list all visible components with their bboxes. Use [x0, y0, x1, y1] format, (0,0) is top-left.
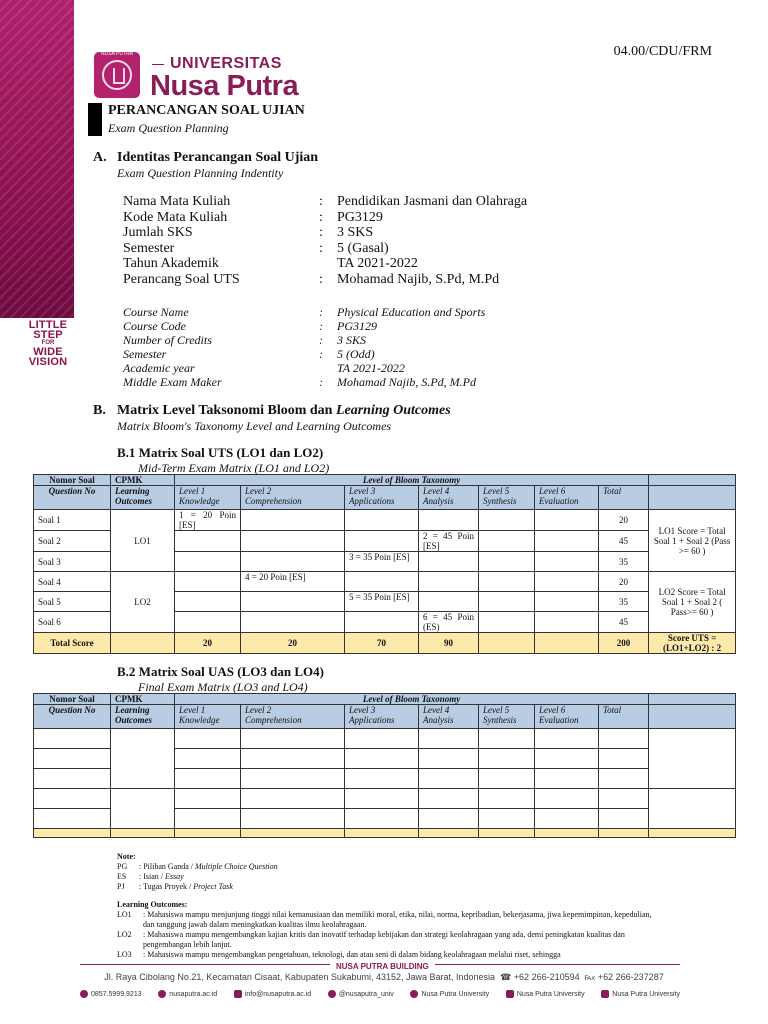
sidebar-pattern — [0, 0, 74, 318]
address-text: Jl. Raya Cibolang No.21, Kecamatan Cisaat, Kabupaten Sukabumi, 43152, Jawa Barat, Indonesia — [104, 972, 496, 982]
lo-heading: Learning Outcomes: — [117, 900, 188, 909]
seal-label: NUSA PUTRA — [101, 51, 133, 57]
total-l2: 20 — [241, 633, 345, 654]
section-a-heading — [93, 150, 318, 166]
identity-value: PG3129 — [337, 210, 383, 225]
identity-label: Semester — [123, 241, 175, 256]
cell-l2 — [241, 531, 345, 552]
total-total: 200 — [599, 633, 649, 654]
table-row — [34, 572, 736, 592]
cell-total: 45 — [599, 612, 649, 633]
cell-l6 — [535, 612, 599, 633]
cell-l3 — [345, 531, 419, 552]
cell-l6 — [535, 552, 599, 572]
cell-lo2: LO2 — [111, 572, 175, 633]
note-text-en: Multiple Choice Question — [195, 862, 278, 871]
level-desc: Comprehension — [245, 496, 302, 506]
section-b-heading — [93, 403, 451, 419]
uts-matrix-table — [33, 474, 736, 654]
social-website[interactable] — [158, 990, 217, 998]
header-level-1 — [175, 486, 241, 510]
level-desc: Applications — [349, 496, 395, 506]
identity-value: 3 SKS — [337, 333, 367, 347]
cell-soal: Soal 4 — [34, 572, 111, 592]
level-name: Level 2 — [245, 705, 272, 715]
total-row — [34, 829, 736, 838]
level-name: Level 3 — [349, 486, 376, 496]
note-key: PG — [117, 862, 128, 871]
header-level-6 — [535, 705, 599, 729]
header-cpmk-en-2: Outcomes — [115, 496, 152, 506]
note-value — [139, 882, 233, 892]
social-linkedin[interactable] — [601, 990, 680, 998]
identity-label: Number of Credits — [123, 333, 212, 347]
logo-university-text: UNIVERSITAS — [170, 55, 282, 72]
cell-l5 — [479, 612, 535, 633]
lo-key: LO1 — [117, 910, 132, 919]
lo-key: LO3 — [117, 950, 132, 959]
cell-l4 — [419, 592, 479, 612]
header-level-5 — [479, 486, 535, 510]
cell-l4 — [419, 572, 479, 592]
identity-colon: : — [319, 210, 323, 225]
header-cpmk-en — [111, 486, 175, 510]
social-text: info@nusaputra.ac.id — [244, 990, 312, 998]
header-cpmk: CPMK — [111, 475, 175, 486]
fax-icon: ℻ — [584, 972, 596, 982]
identity-label: Semester — [123, 347, 167, 361]
cell-l3 — [345, 612, 419, 633]
table-row — [34, 510, 736, 531]
identity-value: TA 2021-2022 — [337, 361, 405, 375]
level-desc: Knowledge — [179, 496, 220, 506]
identity-label: Middle Exam Maker — [123, 375, 222, 389]
phone-1: +62 266-210594 — [513, 972, 580, 982]
cell-l3: 3 = 35 Poin [ES] — [345, 552, 419, 572]
cell-l6 — [535, 531, 599, 552]
cell-l4 — [419, 552, 479, 572]
level-name: Level 4 — [423, 705, 450, 715]
cell-lo1: LO1 — [111, 510, 175, 572]
social-text: Nusa Putra University — [516, 990, 585, 998]
cell-l3: 5 = 35 Poin [ES] — [345, 592, 419, 612]
instagram-icon — [328, 990, 336, 998]
note-item — [117, 862, 657, 872]
cell-soal: Soal 3 — [34, 552, 111, 572]
section-a-number: A. — [93, 150, 107, 165]
cell-l5 — [479, 531, 535, 552]
lo-text: : Mahasiswa mampu mengembangkan pengetahuan, teknologi, dan atau seni di dalam bidang keolahragaan melalui riset, sehingga — [143, 950, 561, 959]
social-whatsapp[interactable] — [80, 990, 142, 998]
note-key: ES — [117, 872, 127, 881]
header-level-3 — [345, 486, 419, 510]
identity-colon: : — [319, 272, 323, 287]
header-level-4 — [419, 705, 479, 729]
header-nomor-en: Question No — [34, 486, 111, 510]
logo-name: Nusa Putra — [150, 70, 299, 102]
identity-value: TA 2021-2022 — [337, 256, 418, 271]
header-level-3 — [345, 705, 419, 729]
youtube-icon — [506, 990, 514, 998]
level-desc: Evaluation — [539, 496, 579, 506]
header-cpmk-en — [111, 705, 175, 729]
motto-word: STEP — [33, 329, 63, 341]
identity-colon: : — [319, 333, 323, 347]
cell-l3 — [345, 510, 419, 531]
note-text: : Pilihan Ganda / — [139, 862, 195, 871]
header-level-4 — [419, 486, 479, 510]
sidebar-banner — [0, 0, 74, 318]
motto-word: VISION — [28, 356, 68, 368]
note-item — [117, 872, 657, 882]
motto-word: WIDE — [33, 346, 63, 358]
b1-subtitle: Mid-Term Exam Matrix (LO1 and LO2) — [138, 461, 330, 475]
header-level-2 — [241, 486, 345, 510]
identity-label: Jumlah SKS — [123, 225, 193, 240]
cell-total: 35 — [599, 592, 649, 612]
level-name: Level 4 — [423, 486, 450, 496]
learning-outcome — [117, 950, 657, 960]
cell-l2 — [241, 612, 345, 633]
section-b-title: Matrix Level Taksonomi Bloom dan — [117, 403, 333, 418]
social-text: @nusaputra_univ — [338, 990, 394, 998]
identity-colon: : — [319, 305, 323, 319]
cell-l1: 1 = 20 Poin [ES] — [175, 510, 241, 531]
total-l5 — [479, 633, 535, 654]
level-name: Level 1 — [179, 705, 206, 715]
cell-l5 — [479, 592, 535, 612]
note-text-en: Project Task — [193, 882, 233, 891]
motto-word: LITTLE — [28, 319, 68, 331]
section-b-number: B. — [93, 403, 106, 418]
identity-value: Pendidikan Jasmani dan Olahraga — [337, 194, 528, 209]
total-l1: 20 — [175, 633, 241, 654]
footer-building: NUSA PUTRA BUILDING — [330, 962, 435, 971]
cell-l6 — [535, 592, 599, 612]
header-cpmk: CPMK — [111, 694, 175, 705]
cell-soal: Soal 2 — [34, 531, 111, 552]
identity-label: Perancang Soal UTS — [123, 272, 240, 287]
learning-outcome — [117, 930, 657, 950]
social-youtube[interactable] — [506, 990, 585, 998]
table-row — [34, 789, 736, 809]
level-name: Level 6 — [539, 705, 566, 715]
identity-colon: : — [319, 347, 323, 361]
total-l6 — [535, 633, 599, 654]
identity-value: PG3129 — [337, 319, 377, 333]
header-level-5 — [479, 705, 535, 729]
header-total: Total — [599, 705, 649, 729]
level-name: Level 6 — [539, 486, 566, 496]
header-empty — [649, 694, 736, 705]
level-desc: Comprehension — [245, 715, 302, 725]
lo-text: : Mahasiswa mampu mengembangkan kajian kritis dan inovatif terhadap kebijakan dan strategi keolahragaan yang ada, demi peningkatan kualitas dan pengembangan lebih lanjut. — [143, 930, 625, 949]
facebook-icon — [410, 990, 418, 998]
footer-address — [74, 972, 694, 983]
level-name: Level 1 — [179, 486, 206, 496]
identity-label: Course Code — [123, 319, 186, 333]
header-cpmk-en-1: Learning — [115, 705, 150, 715]
cell-l2 — [241, 510, 345, 531]
university-seal-icon — [94, 52, 140, 98]
email-icon — [234, 990, 242, 998]
cell-l4: 2 = 45 Poin [ES] — [419, 531, 479, 552]
section-b-title-italic: Learning Outcomes — [335, 403, 451, 418]
total-cpmk — [111, 633, 175, 654]
header-bloom: Level of Bloom Taxonomy — [175, 694, 649, 705]
identity-value: Mohamad Najib, S.Pd, M.Pd — [337, 272, 500, 287]
identity-colon: : — [319, 241, 323, 256]
footer-social — [80, 990, 680, 998]
note-text: : Tugas Proyek / — [139, 882, 194, 891]
cell-lo1-score: LO1 Score = Total Soal 1 + Soal 2 (Pass >= 60 ) — [649, 510, 736, 572]
level-desc: Analysis — [423, 496, 454, 506]
cell-l5 — [479, 510, 535, 531]
total-l4: 90 — [419, 633, 479, 654]
title-marker — [88, 103, 102, 136]
cell-total: 35 — [599, 552, 649, 572]
cell-l1 — [175, 592, 241, 612]
cell-l5 — [479, 552, 535, 572]
header-empty — [649, 705, 736, 729]
lo-key: LO2 — [117, 930, 132, 939]
identity-colon: : — [319, 225, 323, 240]
header-cpmk-en-2: Outcomes — [115, 715, 152, 725]
note-text: : Isian / — [139, 872, 165, 881]
header-bloom: Level of Bloom Taxonomy — [175, 475, 649, 486]
table-row — [34, 729, 736, 749]
cell-l6 — [535, 510, 599, 531]
level-name: Level 5 — [483, 705, 510, 715]
header-empty — [649, 475, 736, 486]
identity-label: Academic year — [123, 361, 195, 375]
cell-l1 — [175, 531, 241, 552]
b1-title: B.1 Matrix Soal UTS (LO1 dan LO2) — [117, 445, 324, 460]
cell-l2 — [241, 592, 345, 612]
phone-icon: ☎ — [500, 972, 512, 982]
identity-label: Course Name — [123, 305, 189, 319]
social-facebook[interactable] — [410, 990, 489, 998]
cell-l5 — [479, 572, 535, 592]
level-name: Level 5 — [483, 486, 510, 496]
total-row — [34, 633, 736, 654]
social-text: Nusa Putra University — [421, 990, 490, 998]
note-key: PJ — [117, 882, 125, 891]
identity-colon: : — [319, 375, 323, 389]
cell-soal: Soal 1 — [34, 510, 111, 531]
b2-title: B.2 Matrix Soal UAS (LO3 dan LO4) — [117, 664, 324, 679]
uas-matrix-table — [33, 693, 736, 838]
identity-value: Physical Education and Sports — [337, 305, 486, 319]
identity-value: Mohamad Najib, S.Pd, M.Pd — [337, 375, 476, 389]
cell-l2: 4 = 20 Poin [ES] — [241, 572, 345, 592]
identity-label: Kode Mata Kuliah — [123, 210, 228, 225]
section-b-subtitle: Matrix Bloom's Taxonomy Level and Learning Outcomes — [117, 419, 392, 433]
notes — [117, 852, 657, 960]
header-nomor-en: Question No — [34, 705, 111, 729]
page-title-en: Exam Question Planning — [108, 121, 229, 135]
note-value — [139, 872, 184, 882]
motto-word: FOR — [41, 340, 55, 346]
level-desc: Knowledge — [179, 715, 220, 725]
header-cpmk-en-1: Learning — [115, 486, 150, 496]
cell-l1 — [175, 552, 241, 572]
header-nomor: Nomor Soal — [34, 475, 111, 486]
globe-icon — [158, 990, 166, 998]
identity-value: 5 (Gasal) — [337, 241, 389, 256]
level-name: Level 3 — [349, 705, 376, 715]
note-item — [117, 882, 657, 892]
social-instagram[interactable] — [328, 990, 394, 998]
level-name: Level 2 — [245, 486, 272, 496]
section-a-title: Identitas Perancangan Soal Ujian — [117, 150, 319, 165]
note-text-en: Essay — [165, 872, 184, 881]
social-text: 0857.5999.9213 — [91, 990, 142, 998]
header-empty — [649, 486, 736, 510]
identity-label: Nama Mata Kuliah — [123, 194, 231, 209]
form-code: 04.00/CDU/FRM — [613, 44, 712, 59]
total-l3: 70 — [345, 633, 419, 654]
header-nomor: Nomor Soal — [34, 694, 111, 705]
section-a-subtitle: Exam Question Planning Indentity — [117, 166, 284, 180]
cell-soal: Soal 6 — [34, 612, 111, 633]
cell-total: 20 — [599, 572, 649, 592]
page-title: PERANCANGAN SOAL UJIAN — [108, 103, 305, 118]
level-desc: Evaluation — [539, 715, 579, 725]
header-level-2 — [241, 705, 345, 729]
level-desc: Synthesis — [483, 715, 517, 725]
cell-l1 — [175, 612, 241, 633]
cell-total: 20 — [599, 510, 649, 531]
social-email[interactable] — [234, 990, 311, 998]
level-desc: Analysis — [423, 715, 454, 725]
cell-total: 45 — [599, 531, 649, 552]
notes-heading: Note: — [117, 852, 136, 861]
b2-subtitle: Final Exam Matrix (LO3 and LO4) — [138, 680, 308, 694]
identity-value: 3 SKS — [337, 225, 374, 240]
header-total: Total — [599, 486, 649, 510]
level-desc: Synthesis — [483, 496, 517, 506]
learning-outcome — [117, 910, 657, 930]
identity-colon: : — [319, 319, 323, 333]
social-text: nusaputra.ac.id — [169, 990, 218, 998]
cell-soal: Soal 5 — [34, 592, 111, 612]
cell-l6 — [535, 572, 599, 592]
total-score: Score UTS = (LO1+LO2) : 2 — [649, 633, 736, 654]
social-text: Nusa Putra University — [612, 990, 680, 998]
identity-colon: : — [319, 194, 323, 209]
cell-l1 — [175, 572, 241, 592]
identity-label: Tahun Akademik — [123, 256, 219, 271]
cell-l4 — [419, 510, 479, 531]
phone-2: +62 266-237287 — [597, 972, 664, 982]
cell-l4: 6 = 45 Poin (ES) — [419, 612, 479, 633]
total-label: Total Score — [34, 633, 111, 654]
header-level-1 — [175, 705, 241, 729]
motto — [20, 320, 76, 367]
cell-l3 — [345, 572, 419, 592]
note-value — [139, 862, 278, 872]
cell-l2 — [241, 552, 345, 572]
cell-lo2-score: LO2 Score = Total Soal 1 + Soal 2 ( Pass>= 60 ) — [649, 572, 736, 633]
header-level-6 — [535, 486, 599, 510]
level-desc: Applications — [349, 715, 395, 725]
identity-value: 5 (Odd) — [337, 347, 375, 361]
whatsapp-icon — [80, 990, 88, 998]
linkedin-icon — [601, 990, 609, 998]
lo-text: : Mahasiswa mampu menjunjung tinggi nilai kemanusiaan dan memiliki moral, etika, nilai, norma, kepribadian, bekerjasama, jiwa kepemimpinan, kepedulian, dan tanggung jawab dalam meningkatkan kualitas ilmu keolahragaan. — [143, 910, 652, 929]
